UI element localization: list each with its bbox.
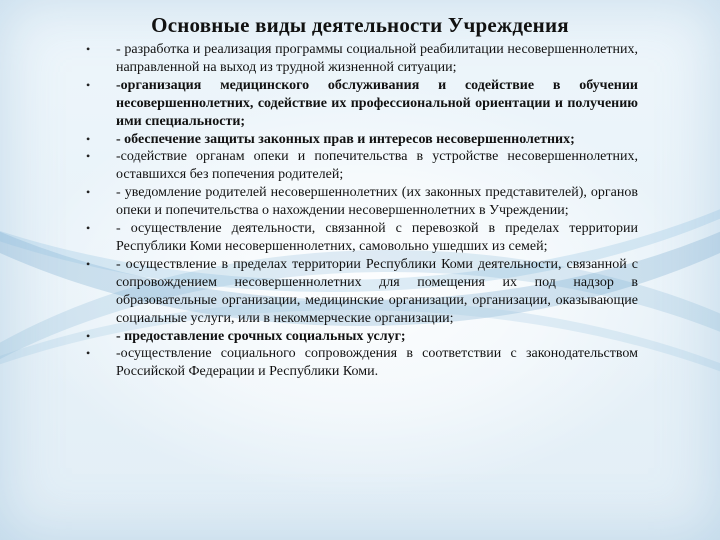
list-item-text: - уведомление родителей несовершеннолетних (их законных представителей), органов опеки и попечительства о нахождении несовершеннолетних в Учреждении; bbox=[116, 185, 638, 219]
list-item-text: - разработка и реализация программы социальной реабилитации несовершеннолетних, направленной на выход из трудной жизненной ситуации; bbox=[116, 42, 638, 75]
list-item-text: - осуществление в пределах территории Республики Коми деятельности, связанной с сопровождением несовершеннолетних для помещения их под надзор в образовательные организации, медицинские организации, организации, оказывающие социальные услуги, или в некоммерческие организации; bbox=[116, 256, 638, 326]
bullet-icon: • bbox=[86, 346, 91, 361]
list-item bbox=[86, 220, 638, 256]
list-item bbox=[86, 41, 638, 77]
bullet-icon: • bbox=[86, 77, 91, 92]
list-item-text: - обеспечение защиты законных прав и интересов несовершеннолетних; bbox=[116, 131, 575, 147]
list-item-text: -содействие органам опеки и попечительства в устройстве несовершеннолетних, оставшихся без попечения родителей; bbox=[116, 149, 638, 183]
list-item bbox=[86, 131, 638, 149]
list-item-text: - предоставление срочных социальных услуг; bbox=[116, 328, 406, 344]
list-item-text: - осуществление деятельности, связанной с перевозкой в пределах территории Республики Коми несовершеннолетних, самовольно ушедших из семей; bbox=[116, 221, 638, 254]
list-item bbox=[86, 148, 638, 184]
list-item bbox=[86, 184, 638, 220]
bullet-icon: • bbox=[86, 131, 91, 146]
slide-title: Основные виды деятельности Учреждения bbox=[151, 13, 569, 37]
list-item bbox=[86, 345, 638, 381]
bullet-icon: • bbox=[86, 256, 91, 271]
bullet-icon: • bbox=[86, 328, 91, 343]
bullet-icon: • bbox=[86, 185, 91, 200]
list-item bbox=[86, 77, 638, 131]
list-item bbox=[86, 328, 638, 346]
list-item bbox=[86, 256, 638, 328]
list-item-text: -организация медицинского обслуживания и содействие в обучении несовершеннолетних, содействие их профессиональной ориентации и получению ими специальности; bbox=[116, 77, 638, 129]
bullet-icon: • bbox=[86, 149, 91, 164]
bullet-icon: • bbox=[86, 221, 91, 236]
bullet-icon: • bbox=[86, 42, 91, 56]
activity-list bbox=[86, 41, 638, 381]
list-item-text: -осуществление социального сопровождения в соответствии с законодательством Российской Федерации и Республики Коми. bbox=[116, 346, 638, 380]
